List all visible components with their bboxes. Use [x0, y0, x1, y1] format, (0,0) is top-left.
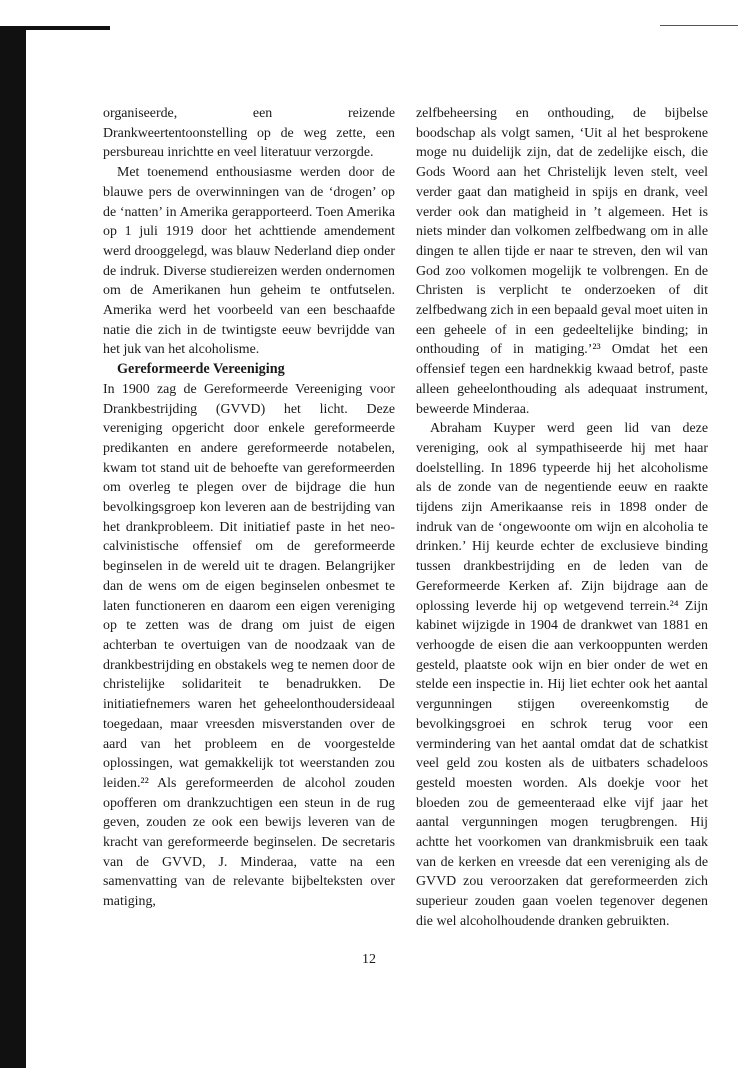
right-paragraph-1: zelfbeheersing en onthouding, de bijbelse boodschap als volgt samen, ‘Uit al het besprokene moge nu duidelijk zijn, dat de zedelijke eisch, die Gods Woord aan het Christelijk leven stelt, veel verder gaat dan matigheid in spijs en drank, veel verder ook dan matigheid in ’t algemeen. Het is niets minder dan volkomen zelfbedwang om in alle dingen te allen tijde er naar te streven, den wil van God zoo volkomen mogelijk te volbrengen. En de Christen is verplicht te onderzoeken of dit zelfbedwang zich in een bepaald geval moet uiten in een geheele of in een gedeeltelijke binding; in onthouding of in matiging.’²³ Omdat het een offensief tegen een hardnekkig kwaad betrof, paste alleen geheelonthouding als adequaat instrument, beweerde Minderaa. [416, 106, 708, 417]
left-paragraph-1: organiseerde, een reizende Drankweertentoonstelling op de weg zette, een persbureau inrichtte en veel literatuur verzorgde. [103, 106, 395, 161]
left-paragraph-3: In 1900 zag de Gereformeerde Vereeniging voor Drankbestrijding (GVVD) het licht. Deze vereniging opgericht door enkele gereformeerde predikanten en andere gereformeerde notabelen, kwam tot stand uit de behoefte van gereformeerden om overleg te plegen over de bijdrage die hun bevolkingsgroep kon leveren aan de bestrijding van het drankprobleem. Dit initiatief paste in het neo-calvinistische offensief om de gereformeerde beginselen in de wereld uit te dragen. Belangrijker dan de wens om de eigen beginselen onbesmet te laten functioneren en daarom een eigen vereniging op te zetten was de drang om juist de eigen achterban te overtuigen van de noodzaak van de drankbestrijding en obstakels weg te nemen door de christelijke solidariteit te benadrukken. De initiatiefnemers waren het geheelonthoudersideaal toegedaan, maar vreesden misverstanden over de aard van het probleem en de voorgestelde oplossingen, wat gemakkelijk tot weerstanden zou leiden.²² Als gereformeerden de alcohol zouden opofferen om drankzuchtigen een steun in de rug geven, zouden ze ook een bewijs leveren van de kracht van gereformeerde beginselen. De secretaris van de GVVD, J. Minderaa, vatte na een samenvatting van de relevante bijbelteksten over matiging, [103, 381, 395, 910]
right-paragraph-2: Abraham Kuyper werd geen lid van deze vereniging, ook al sympathiseerde hij met haar doelstelling. In 1896 typeerde hij het alcoholisme als de zonde van de negentiende eeuw en raakte tijdens zijn Amerikaanse reis in 1898 onder de indruk van de ‘ongewoonte om wijn en alcoholia te drinken.’ Hij keurde echter de exclusieve binding tussen drankbestrijding en de leden van de Gereformeerde Kerken af. Zijn bijdrage aan de oplossing leverde hij op wetgevend terrein.²⁴ Zijn kabinet wijzigde in 1904 de drankwet van 1881 en verhoogde de eisen die aan verkooppunten werden gesteld, plaatste ook wijn en bier onder de wet en stelde een inspectie in. Hij liet echter ook het aantal vergunningen stijgen overeenkomstig de bevolkingsgroei en schrok terug voor een vermindering van het aantal omdat dat de schatkist veel geld zou kosten als de uitbaters schadeloos gesteld moesten worden. Als doekje voor het bloeden zou de gemeenteraad elke vijf jaar het aantal vergunningen mogen terugbrengen. Hij achtte het voorkomen van drankmisbruik een taak van de kerken en vreesde dat een vereniging als de GVVD zou veroorzaken dat gereformeerden zich superieur zouden gaan voelen tegenover degenen die wel alcoholhoudende dranken gebruikten. [416, 421, 708, 929]
page-number: 12 [362, 952, 376, 967]
scan-border-top [0, 26, 110, 30]
left-column [103, 104, 395, 912]
left-paragraph-2: Met toenemend enthousiasme werden door de blauwe pers de overwinningen van de ‘drogen’ op de ‘natten’ in Amerika gerapporteerd. Toen Amerika op 1 juli 1919 door het achttiende amendement werd drooggelegd, was blauw Nederland diep onder de indruk. Diverse studiereizen werden ondernomen om de Amerikanen hun geheim te ontfutselen. Amerika werd het voorbeeld van een beschaafde natie die zich in de twintigste eeuw bevrijdde van het juk van het alcoholisme. [103, 165, 395, 358]
right-column [416, 104, 708, 932]
section-heading: Gereformeerde Vereeniging [117, 361, 285, 378]
scan-border-left [0, 28, 26, 1068]
scan-rule-top-right [660, 25, 738, 26]
